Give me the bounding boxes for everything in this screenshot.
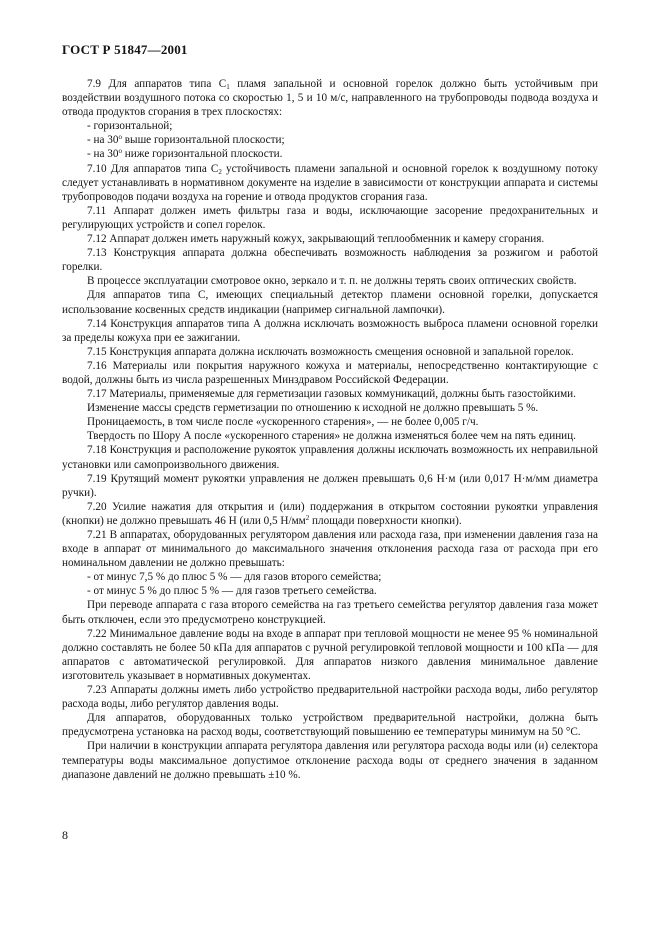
list-item: - на $30^о$ выше горизонтальной плоскости; [87, 133, 285, 147]
paragraph-7-19: 7.19 Крутящий момент рукоятки управления не должен превышать 0,6 Н·м (или 0,017 Н·м/мм диаметра ручки). [62, 472, 598, 499]
paragraph-7-12: 7.12 Аппарат должен иметь наружный кожух, закрывающий теплообменник и камеру сгорания. [87, 233, 545, 246]
paragraph-7-11: 7.11 Аппарат должен иметь фильтры газа и воды, исключающие засорение предохранительных и регулирующих устройств и сопел горелок. [62, 204, 598, 231]
list-item: - на $30^о$ ниже горизонтальной плоскости. [87, 147, 283, 161]
page-number: 8 [62, 828, 68, 842]
paragraph: При наличии в конструкции аппарата регулятора давления или регулятора расхода воды или (и) селектора температуры воды максимальное допустимое отклонение расхода воды от среднего значения в заданном диапазоне давлений не должно превышать ±10 %. [62, 740, 598, 781]
paragraph: Твердость по Шору А после «ускоренного старения» не должна изменяться более чем на пять единиц. [87, 430, 576, 443]
paragraph-7-16: 7.16 Материалы или покрытия наружного кожуха и материалы, непосредственно контактирующие с водой, должны быть из числа разрешенных Минздравом Российской Федерации. [62, 359, 598, 386]
paragraph: Для аппаратов типа С, имеющих специальный детектор пламени основной горелки, допускается использование косвенных средств индикации (например сигнальной лампочки). [62, 289, 598, 316]
paragraph-7-23: 7.23 Аппараты должны иметь либо устройство предварительной настройки расхода воды, либо регулятор расхода воды, либо регулятор давления воды. [62, 684, 598, 711]
paragraph: В процессе эксплуатации смотровое окно, зеркало и т. п. не должны терять своих оптических свойств. [87, 275, 577, 288]
paragraph-7-17: 7.17 Материалы, применяемые для герметизации газовых коммуникаций, должны быть газостойкими. [87, 388, 576, 401]
paragraph-7-22: 7.22 Минимальное давление воды на входе в аппарат при тепловой мощности не менее 95 % номинальной должно составлять не более 50 кПа для аппаратов с ручной регулировкой тепловой мощности и 100 кПа — для аппаратов с автоматической регулировкой. Для аппаратов низкого давления минимальное давление изготовитель указывает в нормативных документах. [62, 627, 598, 682]
paragraph-7-21: 7.21 В аппаратах, оборудованных регулятором давления или расхода газа, при изменении давления газа на входе в аппарат от минимального до максимального значения отклонения расхода газа от расхода при его номинальном давлении не должно превышать: [62, 529, 598, 570]
paragraph-7-20: 7.20 Усилие нажатия для открытия и (или) поддержания в открытом состоянии рукоятки управления (кнопки) не должно превышать 46 Н (или 0,5 $Н/мм^2$ площади поверхности кнопки). [62, 500, 598, 527]
paragraph-7-13: 7.13 Конструкция аппарата должна обеспечивать возможность наблюдения за розжигом и работой горелки. [62, 247, 598, 274]
list-item: - от минус 7,5 % до плюс 5 % — для газов второго семейства; [87, 571, 382, 584]
page-header: ГОСТ Р 51847—2001 [62, 42, 188, 57]
paragraph-7-10: 7.10 Для аппаратов типа $С_2$ устойчивость пламени запальной и основной горелок к воздушному потоку следует устанавливать в нормативном документе на изделие в зависимости от конструкции аппарата и системы трубопроводов подачи воздуха на горение и отвода продуктов сгорания газа. [62, 162, 598, 203]
list-item: - горизонтальной; [87, 120, 173, 133]
paragraph: При переводе аппарата с газа второго семейства на газ третьего семейства регулятор давления газа может быть отключен, если это предусмотрено конструкцией. [62, 599, 598, 626]
paragraph-7-18: 7.18 Конструкция и расположение рукояток управления должны исключать возможность их неправильной установки или самопроизвольного движения. [62, 444, 598, 471]
paragraph-7-15: 7.15 Конструкция аппарата должна исключать возможность смещения основной и запальной горелок. [87, 345, 574, 358]
paragraph-7-14: 7.14 Конструкция аппаратов типа А должна исключать возможность выброса пламени основной горелки за пределы кожуха при ее зажигании. [62, 317, 598, 344]
paragraph-7-9: 7.9 Для аппаратов типа $С_1$ пламя запальной и основной горелок должно быть устойчивым при воздействии воздушного потока со скоростью 1, 5 и 10 м/с, направленного на трубопроводы подвода воздуха и отвода продуктов сгорания в трех плоскостях: [62, 78, 599, 119]
paragraph: Изменение массы средств герметизации по отношению к исходной не должно превышать 5 %. [87, 402, 539, 415]
document-body [62, 77, 598, 782]
list-item: - от минус 5 % до плюс 5 % — для газов третьего семейства. [87, 585, 377, 598]
paragraph: Для аппаратов, оборудованных только устройством предварительной настройки, должна быть предусмотрена установка на расход воды, соответствующий повышению ее температуры минимум на 50 °С. [62, 712, 598, 739]
paragraph: Проницаемость, в том числе после «ускоренного старения», — не более 0,005 г/ч. [87, 416, 479, 429]
